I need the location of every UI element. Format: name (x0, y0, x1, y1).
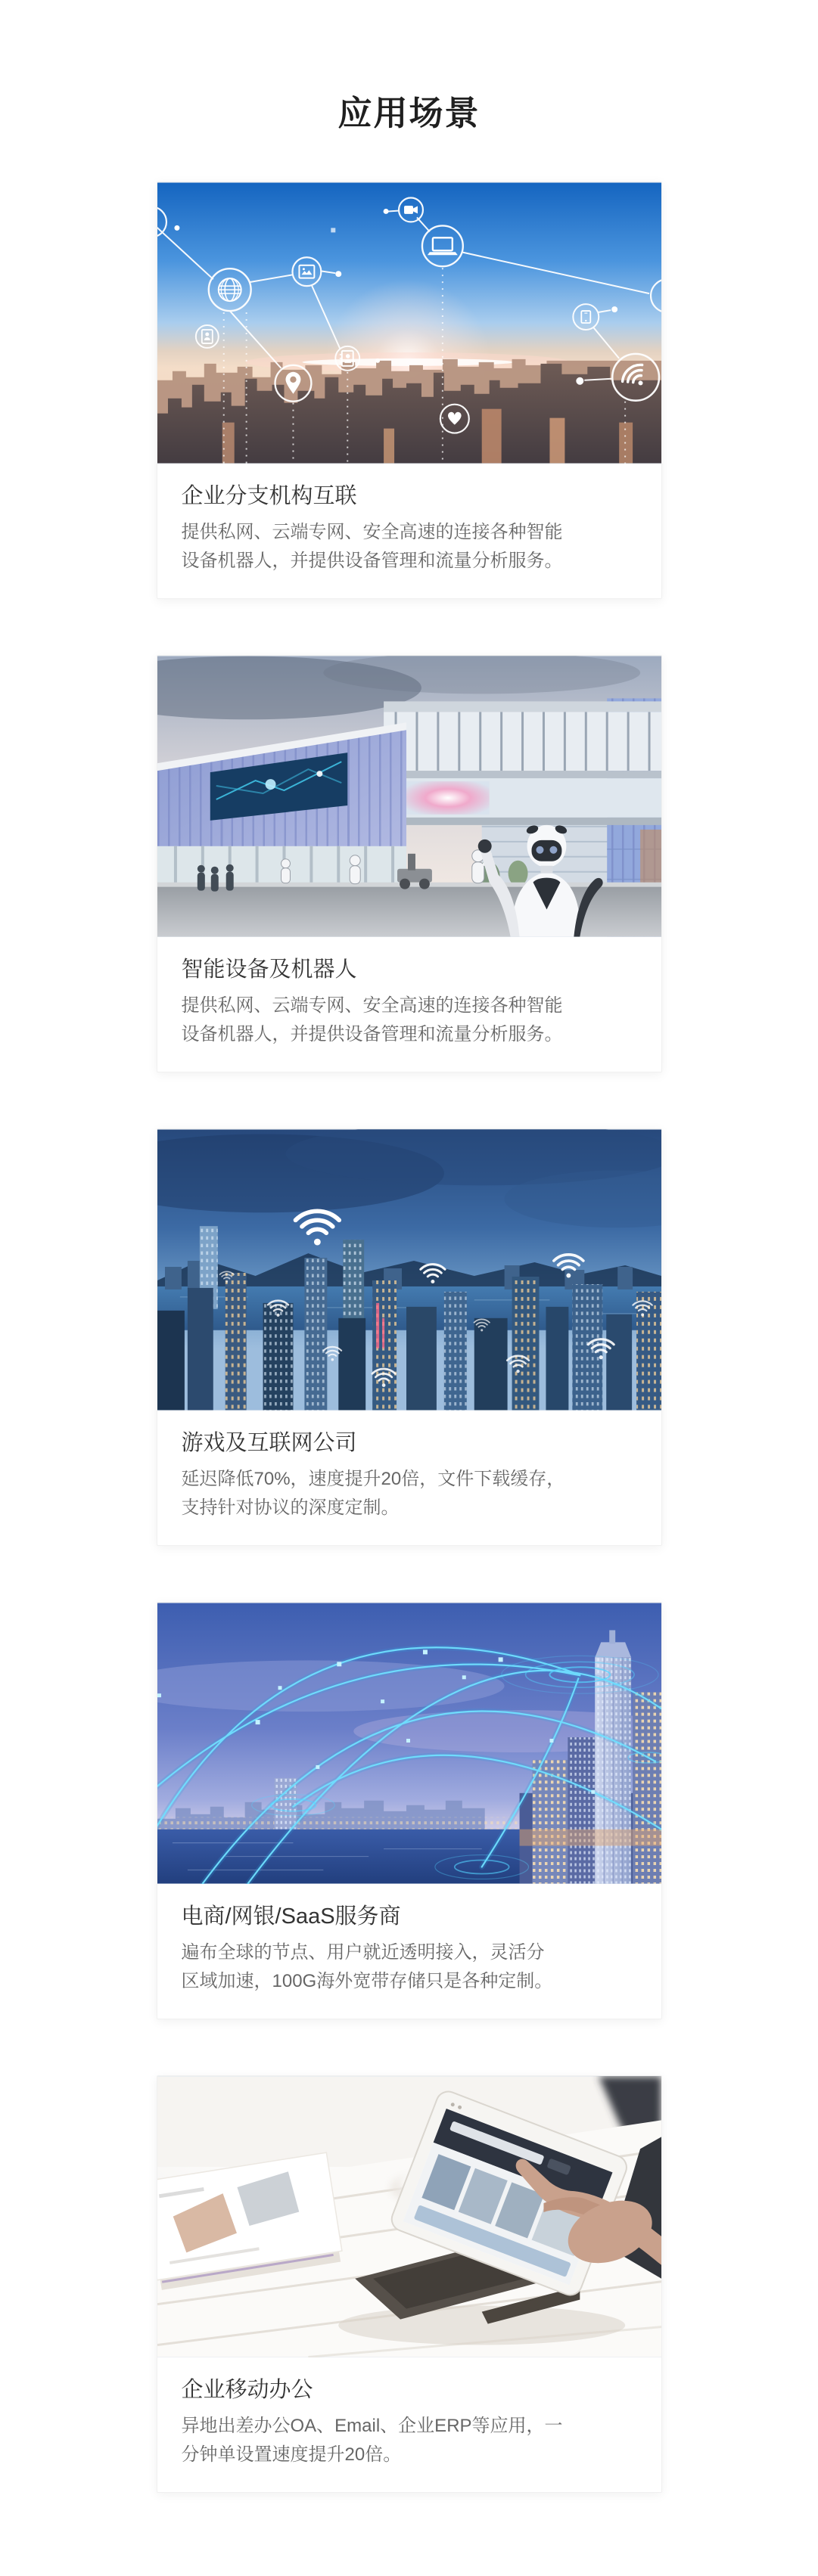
scenario-description: 提供私网、云端专网、安全高速的连接各种智能 设备机器人，并提供设备管理和流量分析服务。 (181, 995, 563, 1044)
scenario-title: 企业移动办公 (181, 2378, 313, 2402)
scenario-description: 延迟降低70%，速度提升20倍，文件下载缓存， 支持针对协议的深度定制。 (181, 1469, 565, 1518)
scenario-card-body (157, 2357, 661, 2492)
network-arcs-harbor-illustration (157, 1603, 661, 1884)
scenario-title: 游戏及互联网公司 (181, 1431, 357, 1455)
scenario-card-mobile-office (157, 2075, 662, 2493)
page-title: 应用场景 (337, 94, 481, 132)
scenario-description: 提供私网、云端专网、安全高速的连接各种智能 设备机器人，并提供设备管理和流量分析服务。 (181, 522, 563, 571)
scenario-description: 异地出差办公OA、Email、企业ERP等应用，一 分钟单设置速度提升20倍。 (181, 2416, 563, 2465)
scenario-image-network-arcs-harbor (157, 1603, 661, 1884)
robot-campus-illustration (157, 656, 661, 937)
scenario-image-tablet-desk (157, 2076, 661, 2357)
pink-art-display (406, 781, 490, 815)
city-sunrise-iot-illustration (157, 182, 661, 464)
people-silhouettes (197, 864, 233, 892)
scenario-card-enterprise-branch (157, 182, 662, 599)
scenario-image-city-sunrise-iot (157, 182, 661, 464)
scenario-card-list (157, 182, 662, 2493)
tablet-desk-illustration (157, 2076, 661, 2357)
scenario-card-smart-devices (157, 655, 662, 1072)
scenario-card-body (157, 937, 661, 1072)
scenario-card-ecommerce-saas (157, 1602, 662, 2019)
scenario-title: 企业分支机构互联 (181, 484, 357, 508)
scenario-card-game-internet (157, 1128, 662, 1546)
scenario-card-body (157, 464, 661, 598)
scenario-card-body (157, 1411, 661, 1545)
scenario-title: 智能设备及机器人 (181, 957, 357, 982)
scenario-card-body (157, 1884, 661, 2019)
scenario-image-dusk-skyline-wifi (157, 1129, 661, 1411)
dusk-skyline-wifi-illustration (157, 1129, 661, 1411)
skybridge (384, 701, 661, 825)
scenario-description: 遍布全球的节点、用户就近透明接入，灵活分 区域加速，100G海外宽带存储只是各种定制。 (181, 1942, 553, 1991)
scenario-image-robot-campus (157, 656, 661, 937)
scenario-title: 电商/网银/SaaS服务商 (181, 1904, 401, 1929)
